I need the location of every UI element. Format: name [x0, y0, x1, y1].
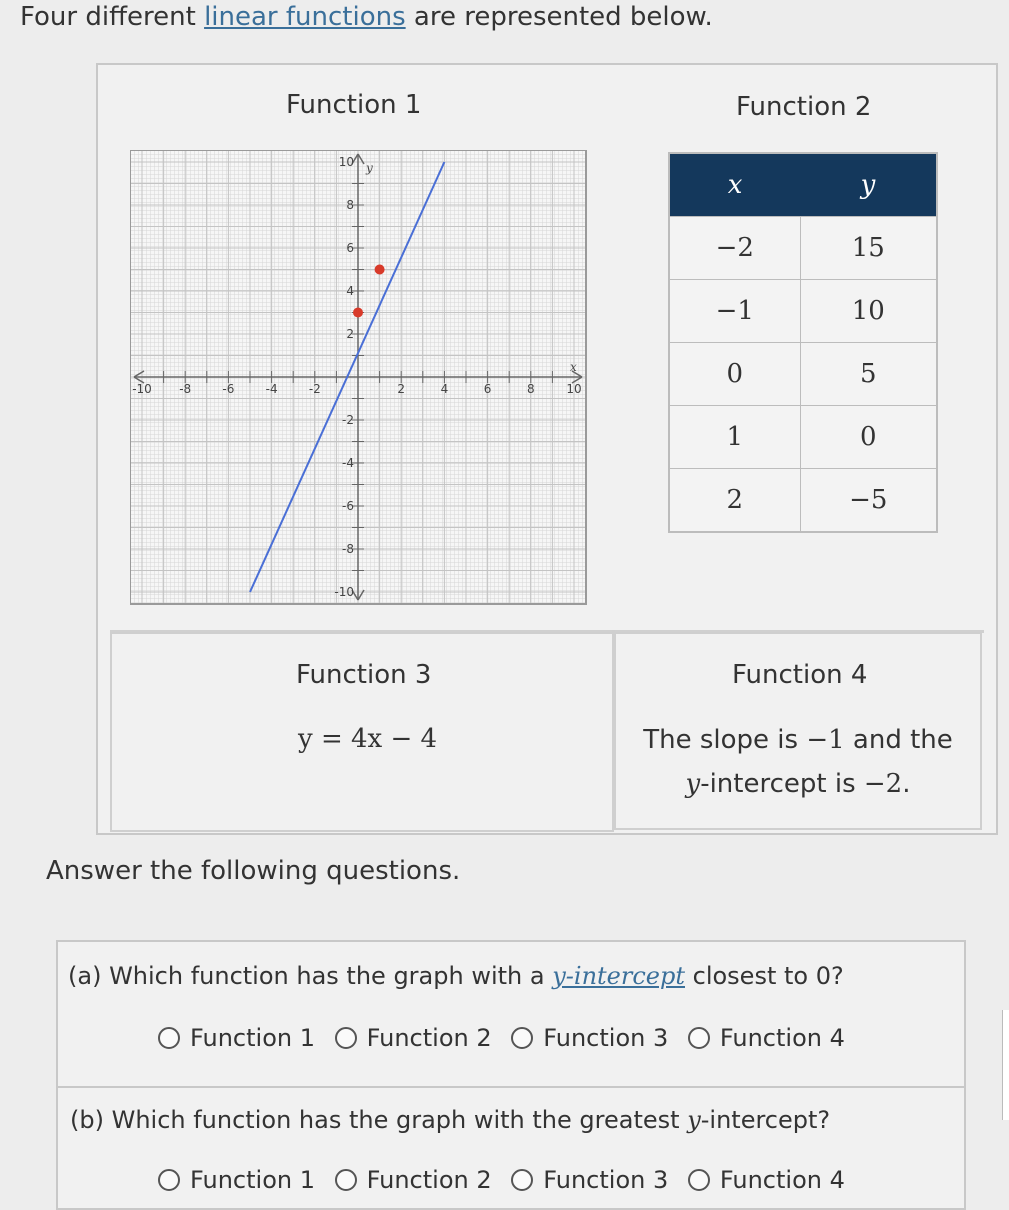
radio-icon[interactable] — [511, 1169, 533, 1191]
function4-line2 — [620, 762, 976, 806]
x-tick-label: -2 — [308, 382, 321, 396]
answer-instructions: Answer the following questions. — [46, 856, 461, 886]
x-tick-label: -10 — [132, 382, 152, 396]
radio-icon[interactable] — [158, 1027, 180, 1049]
f4-text: -intercept is — [700, 769, 864, 799]
table-row — [669, 406, 937, 469]
x-tick-label: -8 — [179, 382, 192, 396]
function2-title: Function 2 — [736, 92, 872, 122]
option-label: Function 2 — [366, 1024, 492, 1052]
y-tick-label: -6 — [342, 499, 354, 513]
question-b-text — [70, 1106, 830, 1134]
y-tick-label: 6 — [346, 241, 354, 255]
radio-icon[interactable] — [688, 1169, 710, 1191]
table-header-y: y — [800, 153, 937, 217]
table-cell-x: −2 — [669, 217, 800, 280]
option-label: Function 2 — [366, 1166, 492, 1194]
qb-prefix: (b) Which function has the graph with the greatest — [70, 1106, 688, 1134]
f4-text: . — [902, 769, 911, 799]
option-label: Function 3 — [543, 1166, 669, 1194]
y-tick-label: 10 — [338, 155, 354, 169]
table-cell-y: 15 — [800, 217, 937, 280]
qb-option-function1[interactable] — [158, 1166, 315, 1194]
table-header-x: x — [669, 153, 800, 217]
table-cell-y: 10 — [800, 280, 937, 343]
table-cell-x: 2 — [669, 469, 800, 533]
qa-option-function1[interactable] — [158, 1024, 315, 1052]
y-tick-label: -4 — [342, 456, 354, 470]
function1-graph — [130, 150, 588, 606]
x-tick-label: 6 — [483, 382, 492, 396]
radio-icon[interactable] — [335, 1027, 357, 1049]
qb-option-function3[interactable] — [511, 1166, 668, 1194]
qa-option-function4[interactable] — [688, 1024, 845, 1052]
function4-title: Function 4 — [732, 660, 868, 690]
intro-text — [20, 2, 713, 32]
qb-option-function2[interactable] — [335, 1166, 492, 1194]
intro-prefix: Four different — [20, 2, 205, 32]
y-intercept-link[interactable]: y-intercept — [552, 962, 685, 990]
qb-option-function4[interactable] — [688, 1166, 845, 1194]
function1-point — [375, 265, 385, 275]
scrollbar-edge[interactable] — [1002, 1010, 1009, 1120]
function4-description — [620, 718, 976, 806]
function3-equation: y = 4x − 4 — [298, 724, 438, 754]
table-cell-x: 1 — [669, 406, 800, 469]
y-axis-label: y — [366, 161, 373, 175]
radio-icon[interactable] — [158, 1169, 180, 1191]
question-b-options — [158, 1166, 857, 1197]
y-tick-label: -8 — [342, 542, 354, 556]
f4-slope-value: −1 — [806, 725, 845, 755]
qa-option-function3[interactable] — [511, 1024, 668, 1052]
option-label: Function 1 — [190, 1024, 315, 1052]
option-label: Function 4 — [719, 1166, 845, 1194]
f4-text: and the — [844, 725, 953, 755]
intro-suffix: are represented below. — [405, 2, 713, 32]
x-tick-label: -4 — [265, 382, 278, 396]
x-tick-label: 4 — [440, 382, 449, 396]
question-a-options — [158, 1024, 857, 1055]
option-label: Function 3 — [543, 1024, 669, 1052]
function1-title: Function 1 — [286, 90, 422, 120]
f4-y-var: y — [685, 769, 701, 799]
option-label: Function 4 — [719, 1024, 845, 1052]
y-tick-label: -2 — [342, 413, 354, 427]
function1-point — [353, 308, 363, 318]
function2-table — [668, 152, 938, 533]
table-row — [669, 469, 937, 533]
x-tick-label: 10 — [566, 382, 582, 396]
function4-line1 — [620, 718, 976, 762]
y-tick-label: -10 — [334, 585, 354, 599]
table-cell-y: 0 — [800, 406, 937, 469]
table-row — [669, 280, 937, 343]
table-cell-y: −5 — [800, 469, 937, 533]
table-row — [669, 343, 937, 406]
question-a-text — [68, 962, 844, 990]
linear-functions-link[interactable]: linear functions — [204, 2, 406, 32]
x-tick-label: -6 — [222, 382, 235, 396]
table-row — [669, 217, 937, 280]
function3-title: Function 3 — [296, 660, 432, 690]
radio-icon[interactable] — [688, 1027, 710, 1049]
qa-prefix: (a) Which function has the graph with a — [68, 962, 553, 990]
option-label: Function 1 — [190, 1166, 315, 1194]
x-tick-label: 2 — [397, 382, 406, 396]
radio-icon[interactable] — [511, 1027, 533, 1049]
radio-icon[interactable] — [335, 1169, 357, 1191]
f4-text: The slope is — [643, 725, 807, 755]
qb-y-var: y — [687, 1106, 701, 1134]
x-tick-label: 8 — [526, 382, 535, 396]
table-cell-x: −1 — [669, 280, 800, 343]
y-tick-label: 4 — [346, 284, 354, 298]
qa-suffix: closest to 0? — [685, 962, 844, 990]
table-cell-x: 0 — [669, 343, 800, 406]
f4-intercept-value: −2 — [863, 769, 903, 799]
qa-option-function2[interactable] — [335, 1024, 492, 1052]
y-tick-label: 8 — [346, 198, 354, 212]
x-axis-label: x — [570, 360, 577, 374]
table-cell-y: 5 — [800, 343, 937, 406]
qb-suffix: -intercept? — [700, 1106, 831, 1134]
y-tick-label: 2 — [346, 327, 354, 341]
